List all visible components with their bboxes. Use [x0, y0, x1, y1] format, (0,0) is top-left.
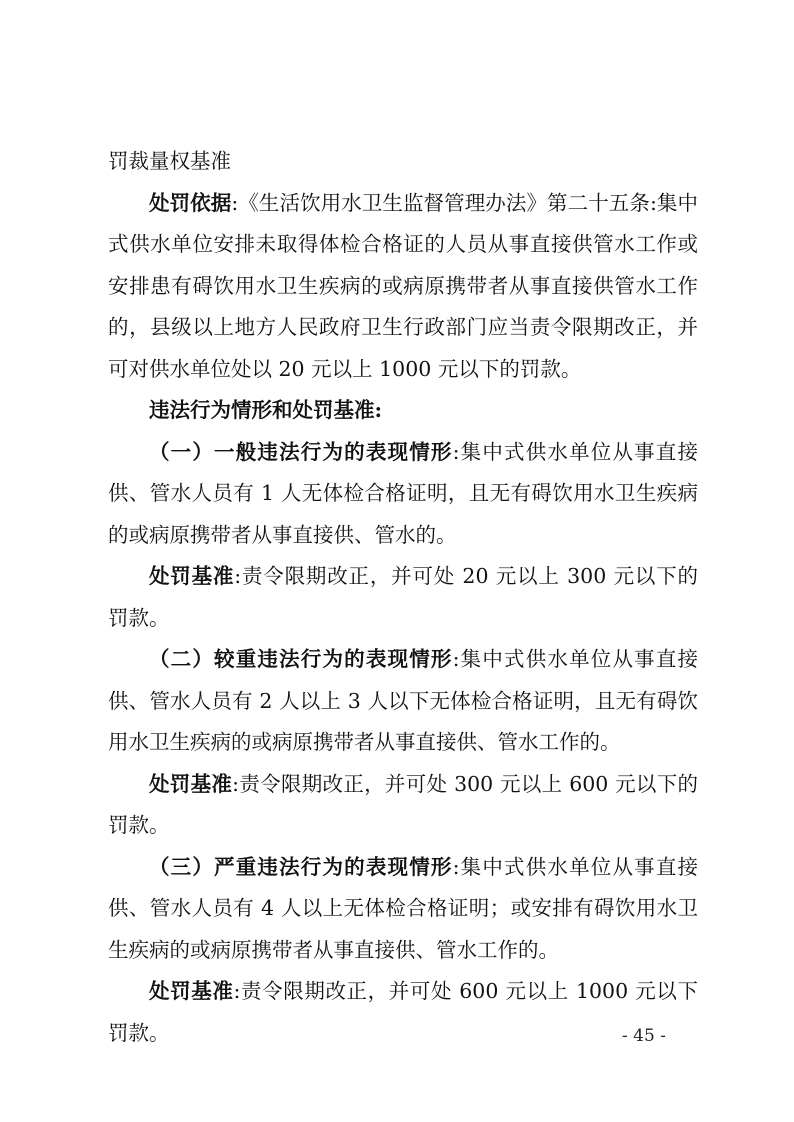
- case-3-colon: :: [452, 854, 460, 879]
- heading-fragment: [108, 141, 698, 183]
- section-title: [108, 390, 698, 432]
- case-2-standard: [108, 764, 698, 847]
- case-2-label: （二）较重违法行为的表现情形: [149, 647, 453, 671]
- case-2-text: 集中式供水单位从事直接供、管水人员有 2 人以上 3 人以下无体检合格证明，且无有碍饮用水卫生疾病的或病原携带者从事直接供、管水工作的。: [108, 647, 699, 754]
- case-2-paragraph: [108, 639, 698, 764]
- basis-colon: :: [231, 190, 239, 215]
- case-2-colon: :: [452, 647, 460, 671]
- basis-text: 《生活饮用水卫生监督管理办法》第二十五条:集中式供水单位安排未取得体检合格证的人员从事直接供管水工作或安排患有碍饮用水卫生疾病的或病原携带者从事直接供管水工作的，县级以上地方人民政府卫生行政部门应当责令限期改正，并可对供水单位处以 20 元以上 1000 元以下的罚款。: [108, 190, 699, 381]
- case-3-standard: [108, 971, 698, 1054]
- case-2-standard-text: 责令限期改正，并可处 300 元以上 600 元以下的罚款。: [108, 771, 699, 837]
- case-3-standard-label: 处罚基准: [149, 979, 234, 1003]
- case-1-paragraph: [108, 432, 698, 557]
- case-1-label: （一）一般违法行为的表现情形: [149, 439, 453, 464]
- case-1-standard-colon: :: [234, 564, 242, 588]
- case-3-paragraph: [108, 847, 698, 972]
- basis-label: 处罚依据: [149, 190, 232, 215]
- page-number: - 45 -: [622, 1026, 666, 1046]
- case-3-text: 集中式供水单位从事直接供、管水人员有 4 人以上无体检合格证明；或安排有碍饮用水卫生疾病的或病原携带者从事直接供、管水工作的。: [108, 854, 699, 962]
- basis-paragraph: [108, 183, 698, 391]
- case-1-text: 集中式供水单位从事直接供、管水人员有 1 人无体检合格证明，且无有碍饮用水卫生疾病的或病原携带者从事直接供、管水的。: [108, 439, 699, 547]
- document-body: [108, 141, 698, 1054]
- case-3-standard-colon: :: [233, 979, 241, 1003]
- case-1-standard-label: 处罚基准: [149, 564, 235, 588]
- case-1-colon: :: [452, 439, 460, 464]
- case-1-standard: [108, 556, 698, 639]
- section-title-text: 违法行为情形和处罚基准:: [149, 398, 383, 422]
- case-2-standard-label: 处罚基准: [149, 771, 233, 796]
- case-3-label: （三）严重违法行为的表现情形: [149, 854, 453, 879]
- case-2-standard-colon: :: [232, 771, 240, 796]
- case-1-standard-text: 责令限期改正，并可处 20 元以上 300 元以下的罚款。: [108, 564, 698, 630]
- heading-fragment-text: 罚裁量权基准: [108, 149, 231, 173]
- case-3-standard-text: 责令限期改正，并可处 600 元以上 1000 元以下罚款。: [108, 979, 698, 1045]
